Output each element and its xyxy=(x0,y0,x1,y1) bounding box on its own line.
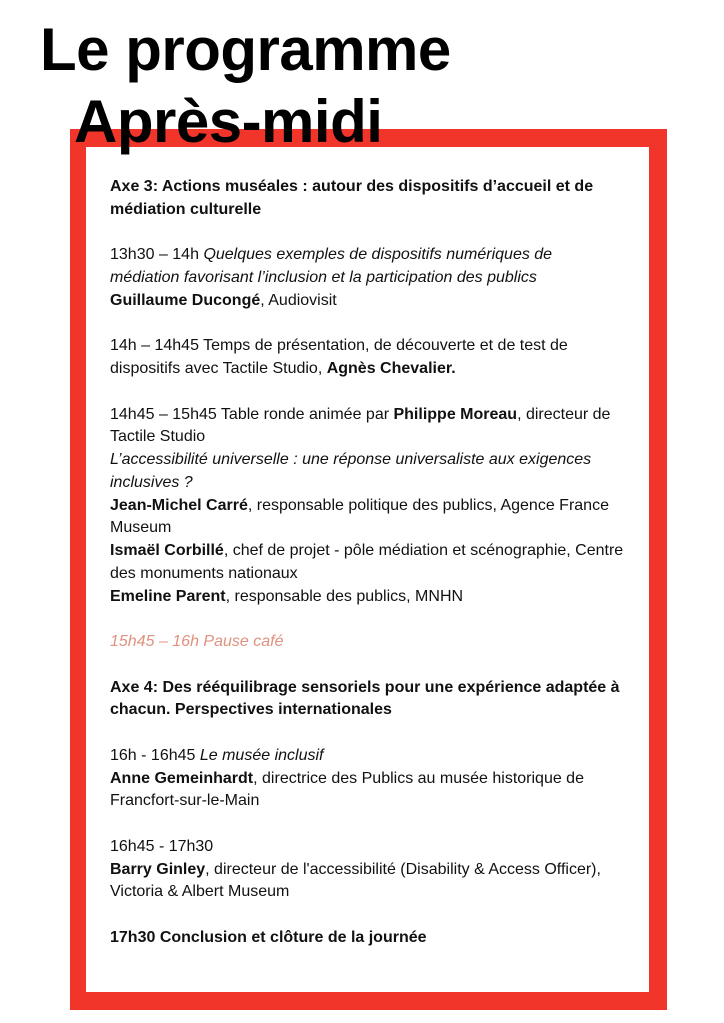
program-content xyxy=(110,176,625,972)
session-4-speaker-name: Anne Gemeinhardt xyxy=(110,769,254,787)
speaker-role: , responsable des publics, MNHN xyxy=(225,587,464,605)
speaker-role: , responsable politique des publics, Agence France Museum xyxy=(110,496,609,537)
session-3 xyxy=(110,404,625,609)
session-1-speaker-name: Guillaume Ducongé xyxy=(110,291,261,309)
session-1-title: Quelques exemples de dispositifs numériques de médiation favorisant l’inclusion et la participation des publics xyxy=(110,246,553,286)
session-2-text: 14h – 14h45 Temps de présentation, de découverte et de test de dispositifs avec Tactile Studio, xyxy=(110,337,568,377)
session-4-time: 16h - 16h45 xyxy=(110,746,196,764)
coffee-break: 15h45 – 16h Pause café xyxy=(110,633,284,650)
session-2 xyxy=(110,335,625,381)
session-3-moderator-name: Philippe Moreau xyxy=(393,405,518,423)
closing: 17h30 Conclusion et clôture de la journée xyxy=(110,928,427,946)
session-5-speaker-name: Barry Ginley xyxy=(110,860,206,878)
session-1-speaker-role: , Audiovisit xyxy=(260,291,337,309)
session-3-intro: 14h45 – 15h45 Table ronde animée par xyxy=(110,405,394,423)
session-5-speaker-role: , directeur de l'accessibilité (Disability & Access Officer), Victoria & Albert Museum xyxy=(110,860,601,901)
session-3-moderator-role: , directeur de Tactile Studio xyxy=(110,405,611,446)
speaker-role: , chef de projet - pôle médiation et scénographie, Centre des monuments nationaux xyxy=(110,542,624,582)
session-1 xyxy=(110,244,625,312)
session-4-title: Le musée inclusif xyxy=(199,746,324,764)
session-2-speaker-name: Agnès Chevalier. xyxy=(326,360,456,377)
speaker-name: Ismaël Corbillé xyxy=(110,542,224,559)
speaker-name: Jean-Michel Carré xyxy=(110,496,248,514)
session-5-time: 16h45 - 17h30 xyxy=(110,837,214,855)
session-1-time: 13h30 – 14h xyxy=(110,246,199,264)
page-title: Le programme xyxy=(40,16,451,83)
session-4 xyxy=(110,745,625,813)
speaker-name: Emeline Parent xyxy=(110,587,226,605)
session-3-title: L’accessibilité universelle : une réponse universaliste aux exigences inclusives ? xyxy=(110,451,592,491)
session-4-speaker-role: , directrice des Publics au musée historique de Francfort-sur-le-Main xyxy=(110,769,584,810)
page-subtitle: Après-midi xyxy=(74,88,383,155)
axe3-heading: Axe 3: Actions muséales : autour des dispositifs d’accueil et de médiation culturelle xyxy=(110,178,594,218)
axe4-heading: Axe 4: Des rééquilibrage sensoriels pour une expérience adaptée à chacun. Perspectives internationales xyxy=(110,678,620,719)
session-5 xyxy=(110,836,625,904)
